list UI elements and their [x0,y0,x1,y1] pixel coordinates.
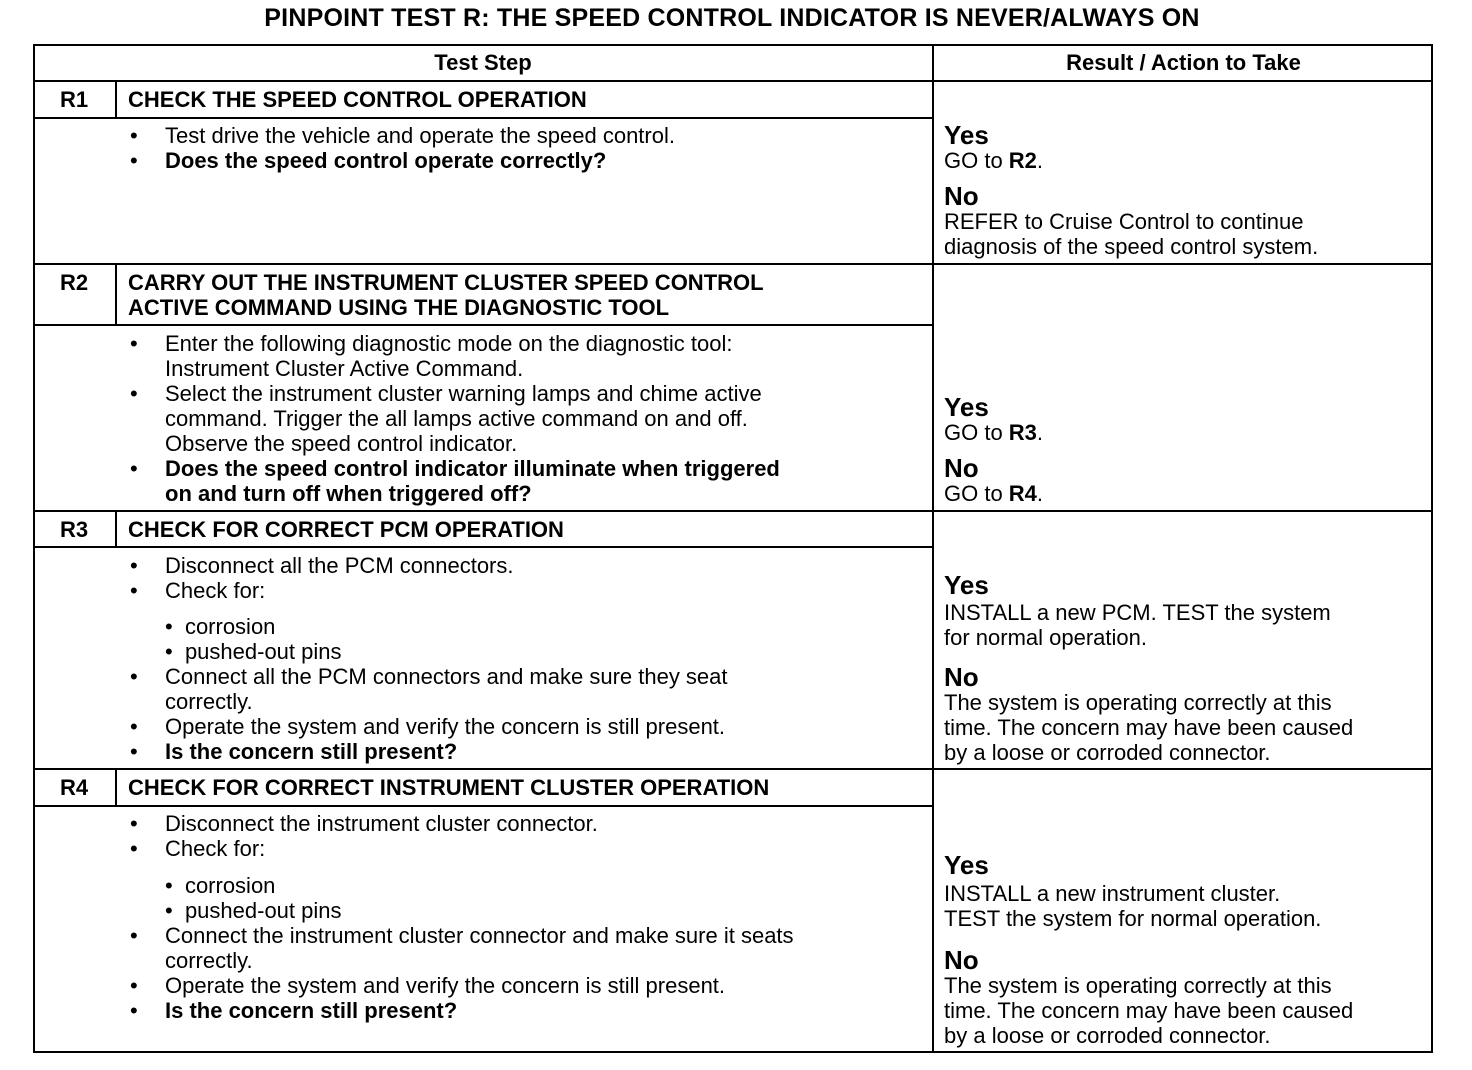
yes-action: GO to R2. [944,148,1044,173]
bullet: • [130,456,138,481]
step-id: R2 [59,270,89,295]
header-test-step: Test Step [434,50,532,75]
no-action: by a loose or corroded connector. [944,1023,1271,1048]
step-instruction: Operate the system and verify the concern is still present. [165,714,726,739]
bullet: • [130,578,138,603]
yes-label: Yes [944,120,989,150]
step-instruction: Connect all the PCM connectors and make sure they seat [165,664,728,689]
step-r3-heading-divider [33,546,934,548]
step-r3-divider [33,768,1433,770]
step-instruction: Test drive the vehicle and operate the speed control. [165,123,675,148]
column-divider-step-id [115,81,117,118]
step-instruction: Enter the following diagnostic mode on the diagnostic tool: [165,331,733,356]
no-action: GO to R4. [944,481,1044,506]
bullet: • [130,811,138,836]
no-action: time. The concern may have been caused [944,998,1354,1023]
step-r2-divider [33,510,1433,512]
bullet: • [130,836,138,861]
sub-bullet: • [165,614,173,639]
no-action: time. The concern may have been caused [944,715,1354,740]
sub-item: • corrosion [165,614,276,639]
step-reference: R4 [1008,481,1037,506]
page-title: PINPOINT TEST R: THE SPEED CONTROL INDICATOR IS NEVER/ALWAYS ON [264,4,1200,32]
step-r1-divider [33,263,1433,265]
step-id: R1 [59,87,89,112]
step-r4-heading-divider [33,805,934,807]
column-divider-step-id [115,264,117,326]
yes-action: INSTALL a new PCM. TEST the system [944,600,1331,625]
step-instruction: Check for: [165,578,266,603]
no-action: REFER to Cruise Control to continue [944,209,1304,234]
step-question: Does the speed control operate correctly? [165,148,607,173]
no-action: by a loose or corroded connector. [944,740,1271,765]
step-question: Is the concern still present? [165,998,458,1023]
step-instruction: Disconnect all the PCM connectors. [165,553,514,578]
step-r1-heading-divider [33,117,934,119]
yes-action: for normal operation. [944,625,1147,650]
step-heading: CHECK FOR CORRECT INSTRUMENT CLUSTER OPERATION [128,775,770,800]
step-instruction: Select the instrument cluster warning lamps and chime active [165,381,762,406]
step-instruction: correctly. [165,948,253,973]
step-instruction: Instrument Cluster Active Command. [165,356,524,381]
bullet: • [130,739,138,764]
step-heading: ACTIVE COMMAND USING THE DIAGNOSTIC TOOL [128,295,670,320]
bullet: • [130,714,138,739]
column-divider-result [932,44,934,1053]
step-instruction: command. Trigger the all lamps active command on and off. [165,406,748,431]
step-heading: CHECK THE SPEED CONTROL OPERATION [128,87,587,112]
step-question: on and turn off when triggered off? [165,481,532,506]
step-instruction: correctly. [165,689,253,714]
yes-label: Yes [944,570,989,600]
step-reference: R3 [1008,420,1037,445]
yes-label: Yes [944,392,989,422]
step-id: R3 [59,517,89,542]
bullet: • [130,331,138,356]
bullet: • [130,123,138,148]
bullet: • [130,973,138,998]
step-id: R4 [59,775,89,800]
step-instruction: Check for: [165,836,266,861]
bullet: • [130,381,138,406]
step-question: Does the speed control indicator illuminate when triggered [165,456,780,481]
bullet: • [130,998,138,1023]
no-label: No [944,181,979,211]
sub-item: • pushed-out pins [165,898,342,923]
yes-action: INSTALL a new instrument cluster. [944,881,1281,906]
no-action: The system is operating correctly at this [944,690,1332,715]
bullet: • [130,664,138,689]
no-action: The system is operating correctly at this [944,973,1332,998]
column-divider-step-id [115,511,117,548]
no-label: No [944,662,979,692]
yes-action: TEST the system for normal operation. [944,906,1322,931]
step-heading: CARRY OUT THE INSTRUMENT CLUSTER SPEED CONTROL [128,270,764,295]
column-divider-step-id [115,769,117,806]
no-action: diagnosis of the speed control system. [944,234,1319,259]
bullet: • [130,923,138,948]
no-label: No [944,945,979,975]
yes-action: GO to R3. [944,420,1044,445]
step-instruction: Operate the system and verify the concern is still present. [165,973,726,998]
sub-item: • pushed-out pins [165,639,342,664]
sub-bullet: • [165,639,173,664]
header-row-divider [33,80,1433,82]
bullet: • [130,148,138,173]
step-reference: R2 [1008,148,1037,173]
sub-bullet: • [165,898,173,923]
step-question: Is the concern still present? [165,739,458,764]
bullet: • [130,553,138,578]
step-heading: CHECK FOR CORRECT PCM OPERATION [128,517,564,542]
header-result-action: Result / Action to Take [1066,50,1301,75]
step-instruction: Connect the instrument cluster connector and make sure it seats [165,923,794,948]
step-r2-heading-divider [33,324,934,326]
step-instruction: Observe the speed control indicator. [165,431,518,456]
yes-label: Yes [944,850,989,880]
step-instruction: Disconnect the instrument cluster connector. [165,811,598,836]
no-label: No [944,453,979,483]
sub-item: • corrosion [165,873,276,898]
sub-bullet: • [165,873,173,898]
